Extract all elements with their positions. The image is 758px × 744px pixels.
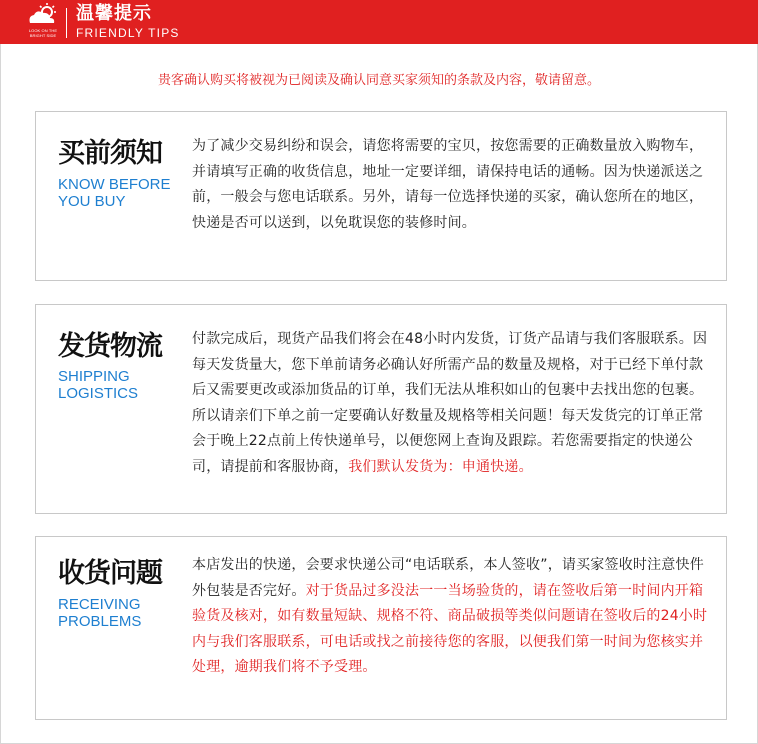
section-know-before-you-buy	[35, 111, 727, 281]
header-divider	[66, 8, 67, 38]
header-subtitle: FRIENDLY TIPS	[76, 26, 180, 40]
section-subtitle	[58, 596, 141, 630]
purchase-notice: 贵客确认购买将被视为已阅读及确认同意买家须知的条款及内容，敬请留意。	[157, 73, 600, 88]
header-title: 温馨提示	[76, 3, 152, 24]
section-receiving-problems	[35, 536, 727, 720]
inspection-warning: 对于货品过多没法一一当场验货的，请在签收后第一时间内开箱验货及核对，如有数量短缺、规格不符、商品破损等类似问题请在签收后的24小时内与我们客服联系，可电话或找之前接待您的客服，以便我们第一时间为您核实并处理，逾期我们将不予受理。	[192, 582, 708, 675]
section-title: 收货问题	[58, 558, 162, 589]
default-courier-note: 我们默认发货为：申通快递。	[348, 458, 533, 475]
section-subtitle-line1: RECEIVING	[58, 596, 141, 613]
section-body	[192, 327, 708, 480]
section-body-text: 付款完成后，现货产品我们将会在48小时内发货，订货产品请与我们客服联系。因每天发货量大，您下单前请务必确认好所需产品的数量及规格，对于已经下单付款后又需要更改或添加货品的订单，我们无法从堆积如山的包裹中去找出您的包裹。所以请亲们下单之前一定要确认好数量及规格等相关问题！每天发货完的订单正常会于晚上22点前上传快递单号，以便您网上查询及跟踪。若您需要指定的快递公司，请提前和客服协商，	[192, 331, 708, 475]
section-shipping-logistics	[35, 304, 727, 514]
header-banner	[0, 0, 758, 44]
section-subtitle-line2: YOU BUY	[58, 193, 126, 210]
section-subtitle-line1: SHIPPING	[58, 368, 130, 385]
section-subtitle-line1: KNOW BEFORE	[58, 176, 171, 193]
cloud-sun-logo-icon	[24, 3, 62, 43]
section-subtitle-line2: LOGISTICS	[58, 385, 139, 402]
section-body	[192, 553, 708, 681]
logo-text: LOOK ON THE BRIGHT SIDE	[28, 28, 58, 38]
section-body-text: 本店发出的快递，会要求快递公司“电话联系，本人签收”，请买家签收时注意快件外包装是否完好。	[192, 557, 704, 599]
section-subtitle	[58, 176, 171, 210]
section-title: 买前须知	[58, 138, 162, 169]
section-title: 发货物流	[58, 331, 162, 362]
section-body	[192, 134, 708, 236]
section-subtitle-line2: PROBLEMS	[58, 613, 142, 630]
section-subtitle	[58, 368, 138, 402]
section-body-text: 为了减少交易纠纷和误会，请您将需要的宝贝，按您需要的正确数量放入购物车，并请填写正确的收货信息，地址一定要详细，请保持电话的通畅。因为快递派送之前，一般会与您电话联系。另外，请每一位选择快递的买家，确认您所在的地区，快递是否可以送到，以免耽误您的装修时间。	[192, 138, 704, 231]
